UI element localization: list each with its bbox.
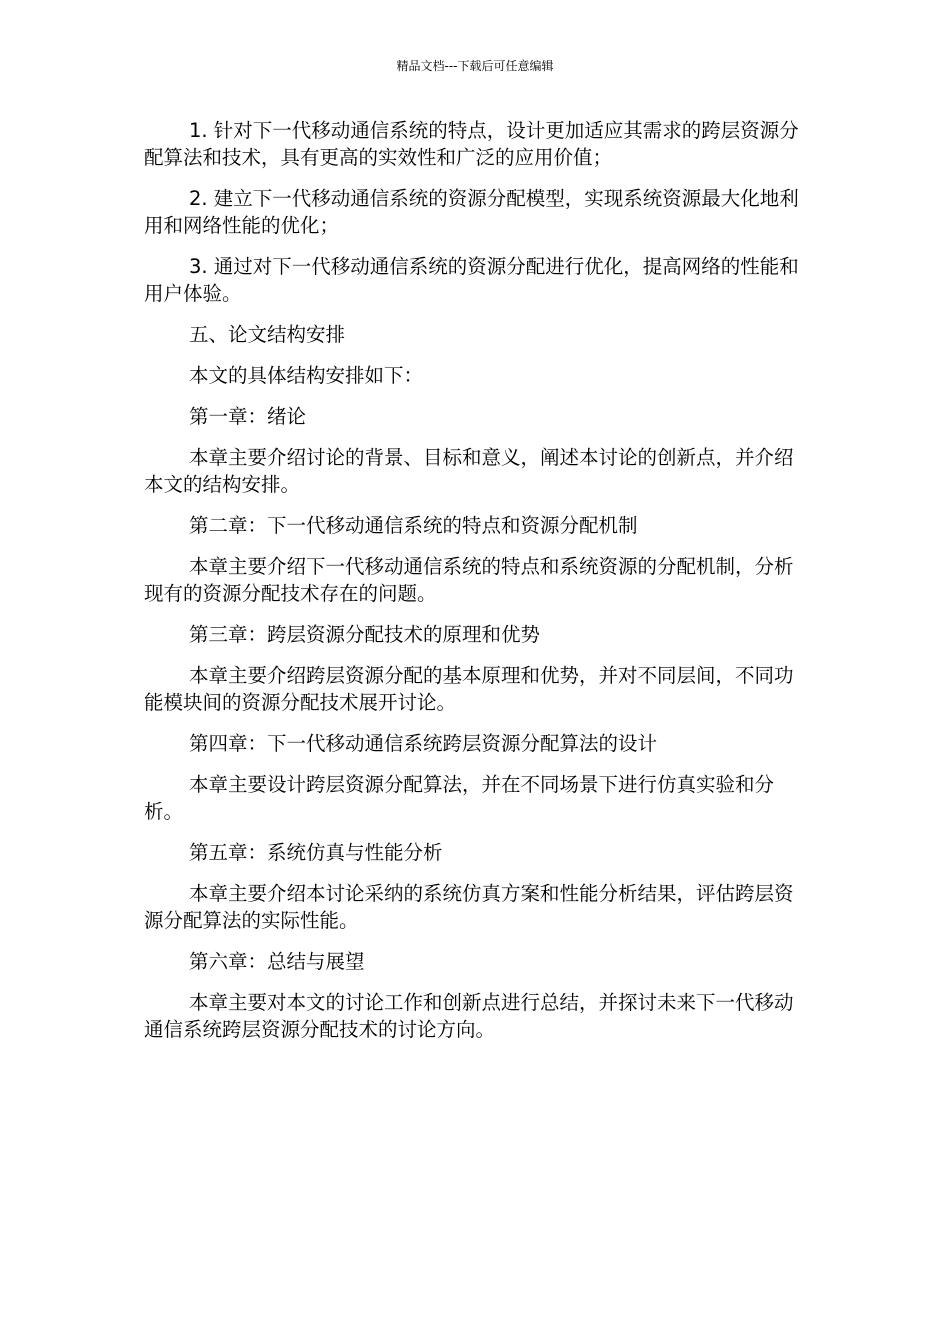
goal-item-3: 3. 通过对下一代移动通信系统的资源分配进行优化，提高网络的性能和用户体验。 [144, 255, 799, 305]
chapter-1-title: 第一章：绪论 [189, 405, 307, 428]
chapter-2-title: 第二章：下一代移动通信系统的特点和资源分配机制 [189, 514, 638, 537]
chapter-5-title: 第五章：系统仿真与性能分析 [189, 841, 443, 864]
chapter-2-desc: 本章主要介绍下一代移动通信系统的特点和系统资源的分配机制，分析现有的资源分配技术存在的问题。 [144, 555, 794, 605]
chapter-5-desc: 本章主要介绍本讨论采纳的系统仿真方案和性能分析结果，评估跨层资源分配算法的实际性能。 [144, 882, 794, 932]
goal-item-2: 2. 建立下一代移动通信系统的资源分配模型，实现系统资源最大化地利用和网络性能的优化； [144, 187, 799, 237]
structure-intro: 本文的具体结构安排如下： [189, 364, 424, 387]
chapter-4-title: 第四章：下一代移动通信系统跨层资源分配算法的设计 [189, 732, 658, 755]
chapter-4-desc: 本章主要设计跨层资源分配算法，并在不同场景下进行仿真实验和分析。 [144, 773, 775, 823]
section-heading: 五、论文结构安排 [189, 323, 346, 346]
chapter-6-title: 第六章：总结与展望 [189, 950, 365, 973]
document-body [144, 117, 800, 1057]
page-header: 精品文档---下载后可任意编辑 [396, 59, 554, 73]
chapter-3-desc: 本章主要介绍跨层资源分配的基本原理和优势，并对不同层间，不同功能模块间的资源分配技术展开讨论。 [144, 664, 794, 714]
goal-item-1: 1. 针对下一代移动通信系统的特点，设计更加适应其需求的跨层资源分配算法和技术，具有更高的实效性和广泛的应用价值； [144, 119, 799, 169]
chapter-6-desc: 本章主要对本文的讨论工作和创新点进行总结，并探讨未来下一代移动通信系统跨层资源分配技术的讨论方向。 [144, 991, 794, 1041]
chapter-1-desc: 本章主要介绍讨论的背景、目标和意义，阐述本讨论的创新点，并介绍本文的结构安排。 [144, 446, 794, 496]
chapter-3-title: 第三章：跨层资源分配技术的原理和优势 [189, 623, 541, 646]
